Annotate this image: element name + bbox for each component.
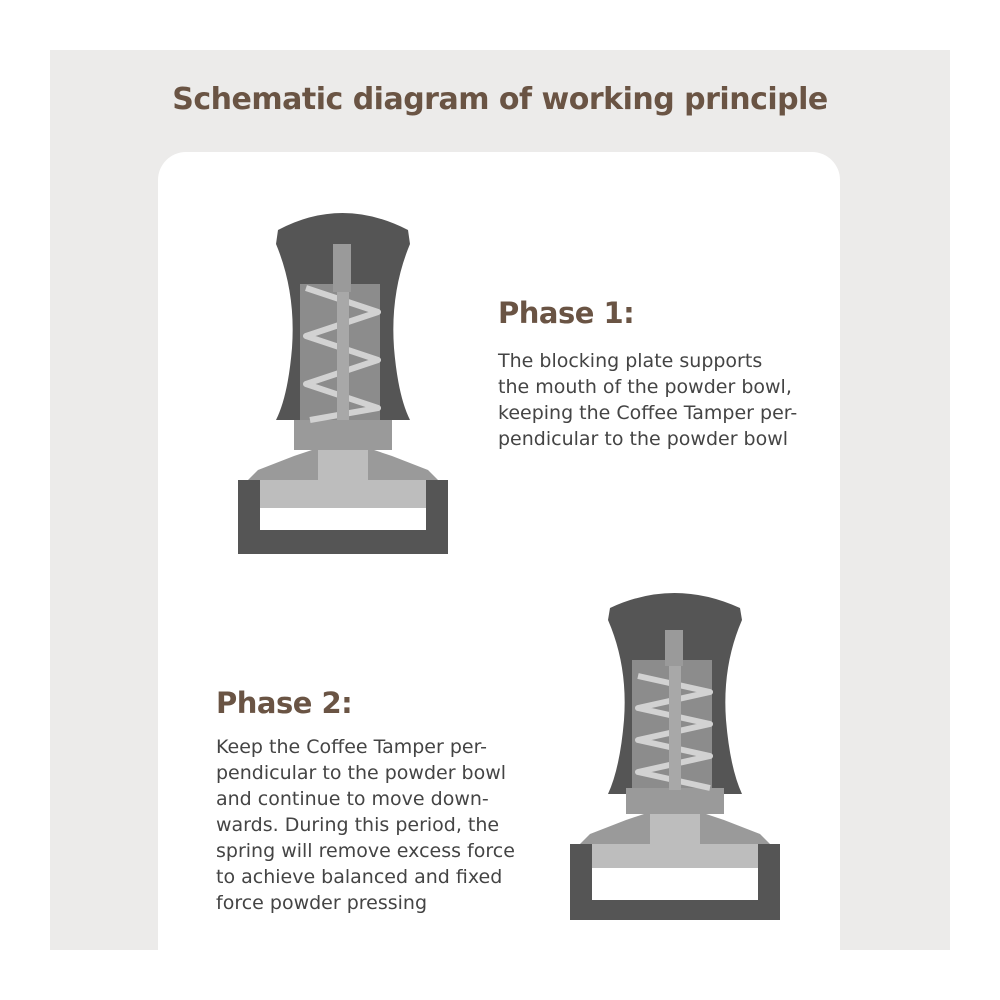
spring-core	[337, 292, 349, 420]
phase2-description	[216, 734, 515, 916]
phase2-line: spring will remove excess force	[216, 840, 515, 862]
phase1-line: The blocking plate supports	[498, 350, 763, 372]
phase2-line: Keep the Coffee Tamper per-	[216, 736, 488, 758]
tamper-shaft	[333, 244, 351, 292]
phase2-line: wards. During this period, the	[216, 814, 500, 836]
tamper-shoulder	[294, 420, 392, 450]
phase2-line: pendicular to the powder bowl	[216, 762, 507, 784]
phase1-line: pendicular to the powder bowl	[498, 428, 789, 450]
phase1-description	[498, 348, 797, 452]
spring-core	[669, 666, 681, 790]
tamper-base-disc	[260, 480, 426, 508]
phase2-heading: Phase 2:	[216, 686, 353, 720]
phase2-line: and continue to move down-	[216, 788, 489, 810]
phase2-line: force powder pressing	[216, 892, 428, 914]
tamper-shaft	[665, 630, 683, 666]
phase1-line: the mouth of the powder bowl,	[498, 376, 792, 398]
tamper-phase1-illustration	[238, 208, 448, 554]
phase1-heading: Phase 1:	[498, 296, 635, 330]
pressed-powder	[592, 868, 758, 884]
tamper-base-disc	[592, 844, 758, 868]
phase1-line: keeping the Coffee Tamper per-	[498, 402, 798, 424]
tamper-shoulder	[626, 788, 724, 814]
tamper-phase2-illustration	[570, 588, 780, 920]
phase2-line: to achieve balanced and fixed	[216, 866, 503, 888]
diagram-title: Schematic diagram of working principle	[172, 82, 828, 117]
